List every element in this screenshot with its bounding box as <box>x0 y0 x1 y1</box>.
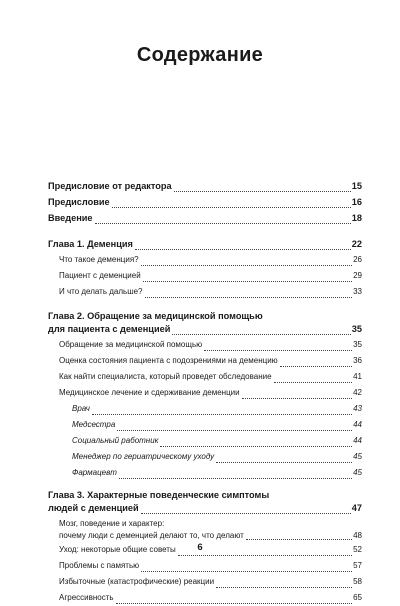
toc-subentry[interactable]: Менеджер по гериатрическому уходу 45 <box>72 452 362 461</box>
toc-entry[interactable]: Уход: некоторые общие советы 52 <box>59 545 362 554</box>
toc-entry[interactable]: Введение 18 <box>48 213 362 223</box>
toc-entry[interactable]: И что делать дальше? 33 <box>59 287 362 296</box>
toc-subentry[interactable]: Врач 43 <box>72 404 362 413</box>
toc-chapter-2[interactable]: для пациента с деменцией 35 <box>48 324 362 334</box>
toc-entry[interactable]: Агрессивность 65 <box>59 593 362 602</box>
toc-entry[interactable]: Предисловие 16 <box>48 197 362 207</box>
toc-subentry[interactable]: Фармацевт 45 <box>72 468 362 477</box>
toc-entry[interactable]: Пациент с деменцией 29 <box>59 271 362 280</box>
toc-chapter-3-title[interactable]: Глава 3. Характерные поведенческие симптомы <box>48 490 270 500</box>
toc-entry[interactable]: Избыточные (катастрофические) реакции 58 <box>59 577 362 586</box>
toc-entry[interactable]: Что такое деменция? 26 <box>59 255 362 264</box>
toc-chapter-3[interactable]: людей с деменцией 47 <box>48 503 362 513</box>
toc-entry[interactable]: Обращение за медицинской помощью 35 <box>59 340 362 349</box>
toc-entry[interactable]: почему люди с деменцией делают то, что делают 48 <box>59 531 362 540</box>
toc-chapter-1[interactable]: Глава 1. Деменция 22 <box>48 239 362 249</box>
toc-entry-line1[interactable]: Мозг, поведение и характер: <box>59 519 165 528</box>
page-title: Содержание <box>136 44 264 66</box>
toc-entry[interactable]: Медицинское лечение и сдерживание деменции 42 <box>59 388 362 397</box>
page-number: 6 <box>197 542 203 553</box>
toc-entry[interactable]: Предисловие от редактора 15 <box>48 181 362 191</box>
toc-subentry[interactable]: Социальный работник 44 <box>72 436 362 445</box>
toc-subentry[interactable]: Медсестра 44 <box>72 420 362 429</box>
toc-entry[interactable]: Проблемы с памятью 57 <box>59 561 362 570</box>
toc-chapter-2-title[interactable]: Глава 2. Обращение за медицинской помощью <box>48 311 263 321</box>
toc-entry[interactable]: Как найти специалиста, который проведет обследование 41 <box>59 372 362 381</box>
toc-entry[interactable]: Оценка состояния пациента с подозрениями на деменцию 36 <box>59 356 362 365</box>
